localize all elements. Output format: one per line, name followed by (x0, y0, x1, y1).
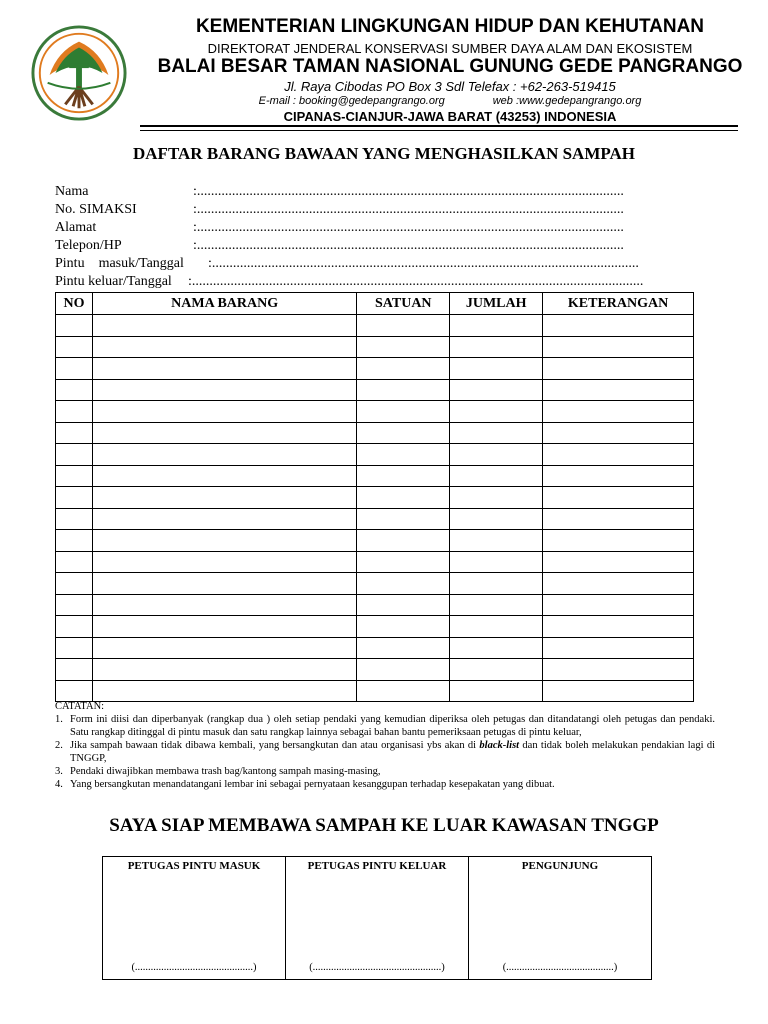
cell-nama-barang[interactable] (92, 401, 356, 423)
cell-no[interactable] (56, 401, 93, 423)
table-row (56, 573, 694, 595)
cell-jumlah[interactable] (450, 530, 543, 552)
table-row (56, 336, 694, 358)
cell-no[interactable] (56, 594, 93, 616)
table-row (56, 616, 694, 638)
note-number: 1. (55, 714, 63, 725)
note-text: Jika sampah bawaan tidak dibawa kembali, yang bersangkutan dan atau organisasi ybs akan di (70, 740, 480, 751)
cell-no[interactable] (56, 637, 93, 659)
cell-no[interactable] (56, 487, 93, 509)
cell-satuan[interactable] (357, 444, 450, 466)
table-row (56, 422, 694, 444)
email-text: E-mail : booking@gedepangrango.org (258, 95, 445, 107)
signature-box-petugas-keluar[interactable] (286, 857, 469, 980)
cell-keterangan[interactable] (543, 315, 694, 337)
table-row (56, 401, 694, 423)
form-title: DAFTAR BARANG BAWAAN YANG MENGHASILKAN SAMPAH (133, 144, 635, 163)
field-dots: :.......................................................................................................................... (193, 220, 624, 235)
cell-keterangan[interactable] (543, 616, 694, 638)
field-no-simaksi[interactable] (55, 201, 624, 219)
field-label: Pintu keluar/Tanggal (55, 274, 172, 289)
cell-keterangan[interactable] (543, 487, 694, 509)
office-city: CIPANAS-CIANJUR-JAWA BARAT (43253) INDONESIA (283, 109, 617, 124)
cell-satuan[interactable] (357, 487, 450, 509)
note-number: 4. (55, 779, 63, 790)
cell-no[interactable] (56, 379, 93, 401)
signature-box-pengunjung[interactable] (469, 857, 652, 980)
field-label: Nama (55, 184, 89, 199)
col-header-no: NO (56, 293, 93, 315)
cell-satuan[interactable] (357, 379, 450, 401)
field-dots: :.......................................................................................................................... (193, 184, 624, 199)
cell-keterangan[interactable] (543, 594, 694, 616)
cell-nama-barang[interactable] (92, 379, 356, 401)
cell-nama-barang[interactable] (92, 422, 356, 444)
cell-nama-barang[interactable] (92, 336, 356, 358)
table-row (56, 594, 694, 616)
signature-line: (.................................................) (309, 962, 445, 973)
cell-satuan[interactable] (357, 465, 450, 487)
cell-jumlah[interactable] (450, 616, 543, 638)
signature-label: PENGUNJUNG (521, 860, 599, 872)
cell-keterangan[interactable] (543, 508, 694, 530)
cell-satuan[interactable] (357, 508, 450, 530)
field-alamat[interactable] (55, 219, 624, 237)
col-header-keterangan: KETERANGAN (543, 293, 694, 315)
note-text: Form ini diisi dan diperbanyak (rangkap dua ) oleh setiap pendaki yang kemudian diperiksa oleh petugas dan ditandatangi oleh petugas dan pendaki. Satu rangkap ditinggal di pintu masuk dan satu rangkap lainnya sebagai bahan bantu pemeriksaan petugas di pintu keluar, (70, 714, 715, 738)
table-row (56, 530, 694, 552)
table-row (56, 637, 694, 659)
cell-satuan[interactable] (357, 315, 450, 337)
table-row (56, 315, 694, 337)
ministry-logo-icon (30, 24, 128, 122)
signature-label: PETUGAS PINTU MASUK (127, 860, 261, 872)
table-row (56, 444, 694, 466)
cell-keterangan[interactable] (543, 659, 694, 681)
cell-no[interactable] (56, 659, 93, 681)
cell-jumlah[interactable] (450, 358, 543, 380)
cell-satuan[interactable] (357, 616, 450, 638)
cell-no[interactable] (56, 616, 93, 638)
cell-keterangan[interactable] (543, 551, 694, 573)
cell-jumlah[interactable] (450, 680, 543, 702)
cell-keterangan[interactable] (543, 530, 694, 552)
field-pintu-keluar[interactable] (55, 273, 644, 291)
cell-jumlah[interactable] (450, 637, 543, 659)
signature-line: (.............................................) (131, 962, 257, 973)
cell-nama-barang[interactable] (92, 616, 356, 638)
cell-jumlah[interactable] (450, 487, 543, 509)
cell-no[interactable] (56, 508, 93, 530)
cell-keterangan[interactable] (543, 444, 694, 466)
cell-jumlah[interactable] (450, 594, 543, 616)
cell-no[interactable] (56, 422, 93, 444)
cell-satuan[interactable] (357, 358, 450, 380)
cell-satuan[interactable] (357, 551, 450, 573)
signature-table (102, 856, 652, 980)
col-header-nama-barang: NAMA BARANG (92, 293, 356, 315)
notes-section (55, 700, 715, 791)
field-pintu-masuk[interactable] (55, 255, 639, 273)
contact-line (140, 95, 760, 107)
cell-no[interactable] (56, 573, 93, 595)
note-number: 2. (55, 740, 63, 751)
field-dots: :.......................................................................................................................... (193, 202, 624, 217)
cell-no[interactable] (56, 358, 93, 380)
cell-no[interactable] (56, 530, 93, 552)
notes-list (55, 713, 715, 791)
field-label: Alamat (55, 220, 97, 235)
cell-jumlah[interactable] (450, 315, 543, 337)
note-number: 3. (55, 766, 63, 777)
commitment-statement: SAYA SIAP MEMBAWA SAMPAH KE LUAR KAWASAN TNGGP (109, 815, 659, 836)
cell-satuan[interactable] (357, 530, 450, 552)
cell-nama-barang[interactable] (92, 637, 356, 659)
cell-keterangan[interactable] (543, 680, 694, 702)
cell-no[interactable] (56, 444, 93, 466)
header-rule-thin (140, 130, 738, 131)
cell-no[interactable] (56, 336, 93, 358)
header-rule-thick (140, 125, 738, 127)
cell-no[interactable] (56, 680, 93, 702)
table-row (56, 358, 694, 380)
cell-jumlah[interactable] (450, 444, 543, 466)
cell-keterangan[interactable] (543, 358, 694, 380)
cell-nama-barang[interactable] (92, 594, 356, 616)
cell-jumlah[interactable] (450, 508, 543, 530)
cell-no[interactable] (56, 315, 93, 337)
table-header-row (56, 293, 694, 315)
cell-keterangan[interactable] (543, 336, 694, 358)
cell-jumlah[interactable] (450, 401, 543, 423)
office-name: BALAI BESAR TAMAN NASIONAL GUNUNG GEDE PANGRANGO (157, 56, 743, 77)
table-row (56, 487, 694, 509)
cell-keterangan[interactable] (543, 573, 694, 595)
cell-jumlah[interactable] (450, 422, 543, 444)
cell-satuan[interactable] (357, 659, 450, 681)
table-row (56, 508, 694, 530)
cell-satuan[interactable] (357, 573, 450, 595)
note-item (55, 765, 715, 778)
cell-satuan[interactable] (357, 594, 450, 616)
cell-nama-barang[interactable] (92, 465, 356, 487)
cell-nama-barang[interactable] (92, 444, 356, 466)
office-address: Jl. Raya Cibodas PO Box 3 Sdl Telefax : +62-263-519415 (284, 79, 616, 94)
cell-nama-barang[interactable] (92, 659, 356, 681)
table-row (56, 465, 694, 487)
note-item (55, 739, 715, 765)
cell-jumlah[interactable] (450, 551, 543, 573)
field-label: No. SIMAKSI (55, 202, 137, 217)
col-header-satuan: SATUAN (357, 293, 450, 315)
cell-satuan[interactable] (357, 422, 450, 444)
table-row (56, 551, 694, 573)
cell-nama-barang[interactable] (92, 530, 356, 552)
field-label: Telepon/HP (55, 238, 122, 253)
note-text: Yang bersangkutan menandatangani lembar ini sebagai pernyataan kesanggupan terhadap kesepakatan yang dibuat. (70, 779, 555, 790)
cell-nama-barang[interactable] (92, 680, 356, 702)
cell-nama-barang[interactable] (92, 573, 356, 595)
field-label: Pintu masuk/Tanggal (55, 256, 184, 271)
cell-jumlah[interactable] (450, 659, 543, 681)
cell-keterangan[interactable] (543, 401, 694, 423)
field-telepon[interactable] (55, 237, 624, 255)
cell-keterangan[interactable] (543, 422, 694, 444)
note-text: dan tidak boleh melakukan pendakian lagi di TNGGP, (70, 740, 715, 764)
field-dots: :.......................................................................................................................... (193, 238, 624, 253)
cell-no[interactable] (56, 551, 93, 573)
cell-keterangan[interactable] (543, 637, 694, 659)
notes-heading: CATATAN: (55, 701, 105, 712)
table-row (56, 379, 694, 401)
cell-nama-barang[interactable] (92, 551, 356, 573)
cell-keterangan[interactable] (543, 379, 694, 401)
signature-line: (.........................................) (502, 962, 618, 973)
signature-label: PETUGAS PINTU KELUAR (307, 860, 447, 872)
cell-satuan[interactable] (357, 336, 450, 358)
note-item (55, 713, 715, 739)
field-dots: :.......................................................................................................................... (208, 256, 639, 271)
cell-jumlah[interactable] (450, 379, 543, 401)
ministry-name: KEMENTERIAN LINGKUNGAN HIDUP DAN KEHUTANAN (195, 16, 705, 37)
cell-jumlah[interactable] (450, 573, 543, 595)
table-row (56, 680, 694, 702)
cell-jumlah[interactable] (450, 336, 543, 358)
cell-satuan[interactable] (357, 637, 450, 659)
cell-satuan[interactable] (357, 401, 450, 423)
field-nama[interactable] (55, 183, 624, 201)
cell-nama-barang[interactable] (92, 487, 356, 509)
cell-nama-barang[interactable] (92, 358, 356, 380)
web-text: web :www.gedepangrango.org (492, 95, 642, 107)
signature-box-petugas-masuk[interactable] (103, 857, 286, 980)
items-table (55, 292, 694, 702)
col-header-jumlah: JUMLAH (450, 293, 543, 315)
note-text: Pendaki diwajibkan membawa trash bag/kantong sampah masing-masing, (70, 766, 381, 777)
cell-keterangan[interactable] (543, 465, 694, 487)
note-emphasis: black-list (479, 740, 520, 751)
note-item (55, 778, 715, 791)
cell-satuan[interactable] (357, 680, 450, 702)
cell-nama-barang[interactable] (92, 315, 356, 337)
directorate-name: DIREKTORAT JENDERAL KONSERVASI SUMBER DAYA ALAM DAN EKOSISTEM (207, 41, 693, 56)
cell-nama-barang[interactable] (92, 508, 356, 530)
table-row (56, 659, 694, 681)
cell-jumlah[interactable] (450, 465, 543, 487)
table-body (56, 315, 694, 702)
cell-no[interactable] (56, 465, 93, 487)
field-dots: :................................................................................................................................. (188, 274, 644, 289)
